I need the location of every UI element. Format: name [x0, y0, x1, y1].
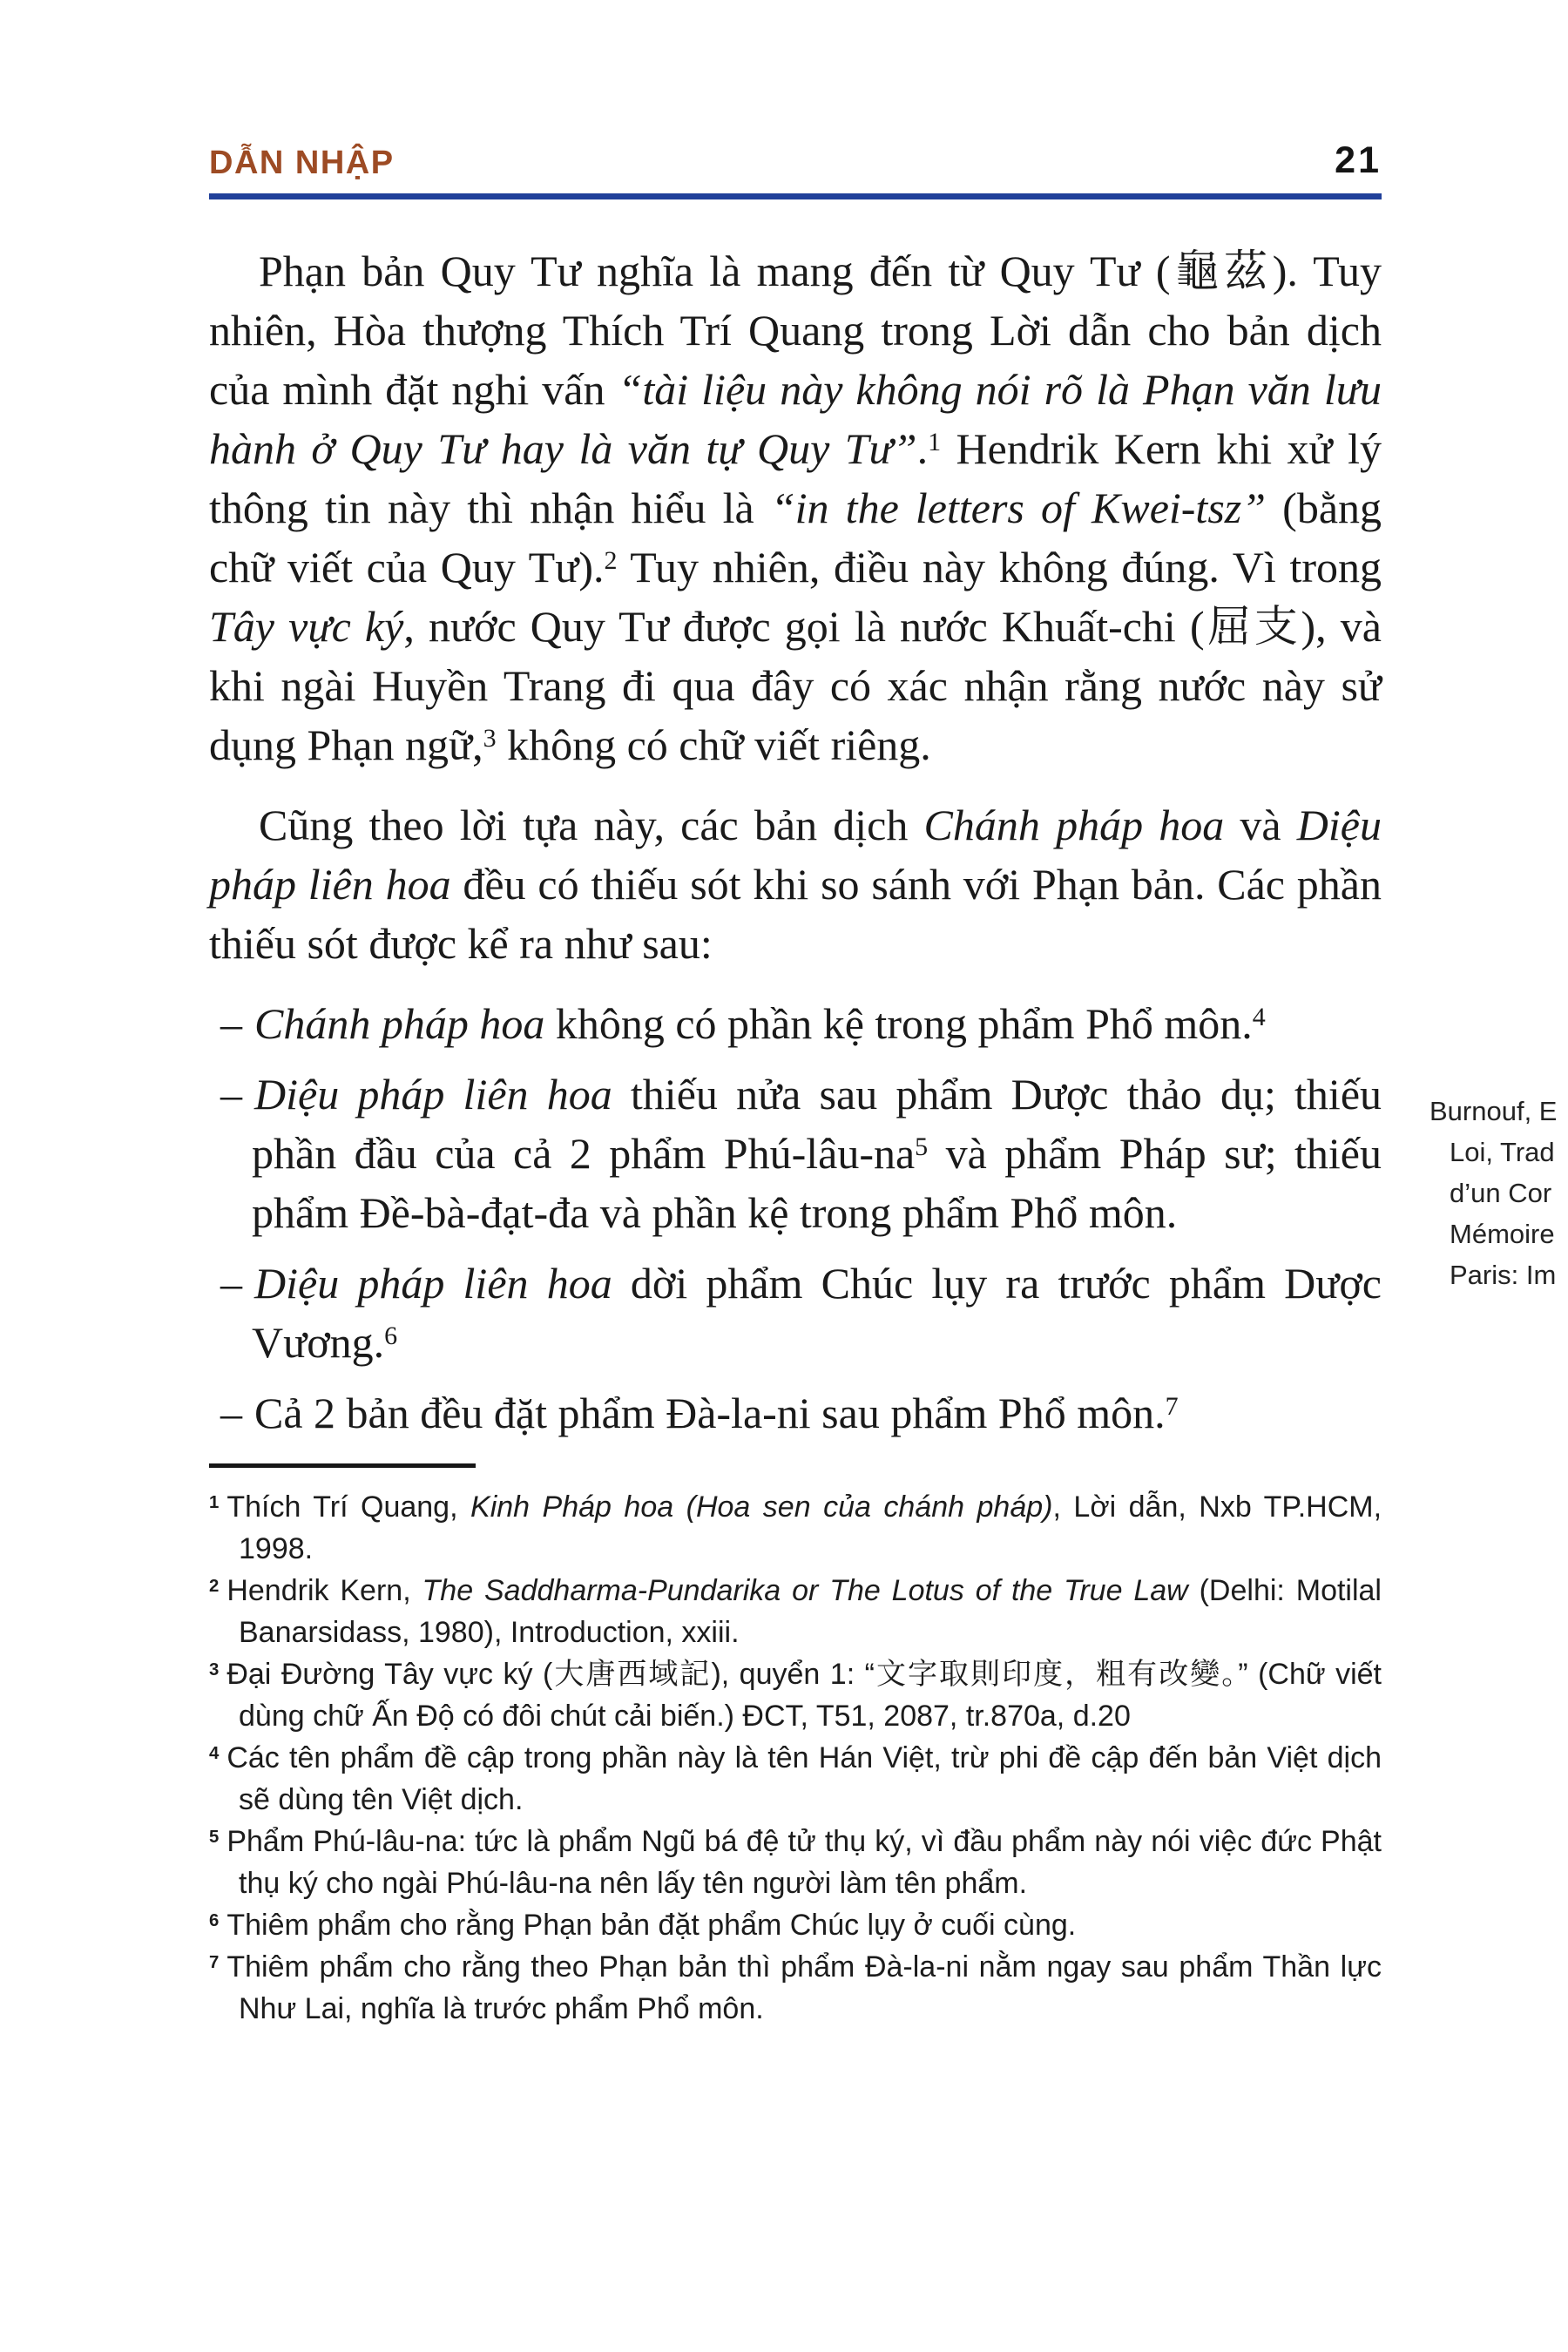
margin-note-line: Mémoire — [1450, 1219, 1555, 1249]
footnote-number: 5 — [209, 1827, 220, 1847]
bullet-dash: – — [220, 999, 242, 1048]
footnote — [209, 1946, 1382, 2030]
footnote — [209, 1570, 1382, 1653]
page-number: 21 — [1335, 139, 1382, 181]
section-title: DẪN NHẬP — [209, 145, 395, 181]
footnote-text: Các tên phẩm đề cập trong phần này là tên Hán Việt, trừ phi đề cập đến bản Việt dịch sẽ dùng tên Việt dịch. — [226, 1741, 1382, 1816]
header-rule — [209, 193, 1382, 199]
list-item-text: Diệu pháp liên hoa dời phẩm Chúc lụy ra trước phẩm Dược Vương.$^6$ — [252, 1259, 1382, 1367]
margin-note-line: Loi, Trad — [1450, 1137, 1555, 1167]
paragraph: Phạn bản Quy Tư nghĩa là mang đến từ Quy Tư (龜茲). Tuy nhiên, Hòa thượng Thích Trí Quang trong Lời dẫn cho bản dịch của mình đặt nghi vấn “tài liệu này không nói rõ là Phạn văn lưu hành ở Quy Tư hay là văn tự Quy Tư”.$^1$ Hendrik Kern khi xử lý thông tin này thì nhận hiểu là “in the letters of Kwei-tsz” (bằng chữ viết của Quy Tư).$^2$ Tuy nhiên, điều này không đúng. Vì trong Tây vực ký, nước Quy Tư được gọi là nước Khuất-chi (屈支), và khi ngài Huyền Trang đi qua đây có xác nhận rằng nước này sử dụng Phạn ngữ,$^3$ không có chữ viết riêng. — [209, 247, 1382, 769]
paragraph: Cũng theo lời tựa này, các bản dịch Chánh pháp hoa và Diệu pháp liên hoa đều có thiếu sót khi so sánh với Phạn bản. Các phần thiếu sót được kể ra như sau: — [209, 801, 1382, 968]
bullet-dash: – — [220, 1259, 242, 1308]
footnote-number: 6 — [209, 1910, 220, 1930]
footnote-number: 1 — [209, 1492, 220, 1512]
footnote — [209, 1737, 1382, 1821]
footnote-number: 7 — [209, 1952, 220, 1972]
bullet-dash: – — [220, 1389, 242, 1437]
list-item — [220, 1064, 1382, 1242]
footnote-text: Hendrik Kern, The Saddharma-Pundarika or The Lotus of the True Law (Delhi: Motilal Banarsidass, 1980), Introduction, xxiii. — [226, 1574, 1382, 1649]
margin-note-line: Paris: Im — [1450, 1260, 1557, 1290]
footnote-text: Phẩm Phú-lâu-na: tức là phẩm Ngũ bá đệ tử thụ ký, vì đầu phẩm này nói việc đức Phật thụ ký cho ngài Phú-lâu-na nên lấy tên người làm tên phẩm. — [226, 1825, 1382, 1900]
footnote-number: 4 — [209, 1743, 220, 1763]
list-item — [220, 1383, 1382, 1443]
footnote — [209, 1821, 1382, 1904]
page-header — [209, 139, 1382, 182]
list-item-text: Diệu pháp liên hoa thiếu nửa sau phẩm Dược thảo dụ; thiếu phần đầu của cả 2 phẩm Phú-$lâu-na^5$ và phẩm Pháp sư; thiếu phẩm Đề-bà-đạt-đa và phần kệ trong phẩm Phổ môn. — [252, 1070, 1382, 1237]
margin-note — [1429, 1091, 1568, 1295]
margin-note-line: d’un Cor — [1450, 1178, 1552, 1208]
body-text — [209, 241, 1382, 1443]
footnote-text: Thiêm phẩm cho rằng Phạn bản đặt phẩm Chúc lụy ở cuối cùng. — [226, 1909, 1077, 1942]
list-item — [220, 994, 1382, 1053]
footnote-rule — [209, 1463, 476, 1468]
footnote-text: Đại Đường Tây vực ký (大唐西域記), quyển 1: “文字取則印度，粗有改變。” (Chữ viết dùng chữ Ấn Độ có đôi chút cải biến.) ĐCT, T51, 2087, tr.870a, d.20 — [226, 1658, 1382, 1733]
footnote — [209, 1904, 1382, 1946]
deficiency-list — [209, 994, 1382, 1443]
bullet-dash: – — [220, 1070, 242, 1119]
text-column — [209, 139, 1382, 2030]
list-item-text: Chánh pháp hoa không có phần kệ trong phẩm Phổ môn.$^4$ — [254, 999, 1266, 1048]
list-item — [220, 1254, 1382, 1372]
footnotes — [209, 1486, 1382, 2030]
footnote — [209, 1486, 1382, 1570]
footnote-number: 3 — [209, 1659, 220, 1680]
footnote-number: 2 — [209, 1576, 220, 1596]
footnote — [209, 1653, 1382, 1737]
footnote-text: Thiêm phẩm cho rằng theo Phạn bản thì phẩm Đà-la-ni nằm ngay sau phẩm Thần lực Như Lai, nghĩa là trước phẩm Phổ môn. — [226, 1950, 1382, 2025]
list-item-text: Cả 2 bản đều đặt phẩm Đà-la-ni sau phẩm Phổ môn.$^7$ — [254, 1389, 1179, 1437]
footnote-text: Thích Trí Quang, Kinh Pháp hoa (Hoa sen của chánh pháp), Lời dẫn, Nxb TP.HCM, 1998. — [226, 1490, 1382, 1565]
margin-note-line: Burnouf, E — [1429, 1096, 1558, 1126]
